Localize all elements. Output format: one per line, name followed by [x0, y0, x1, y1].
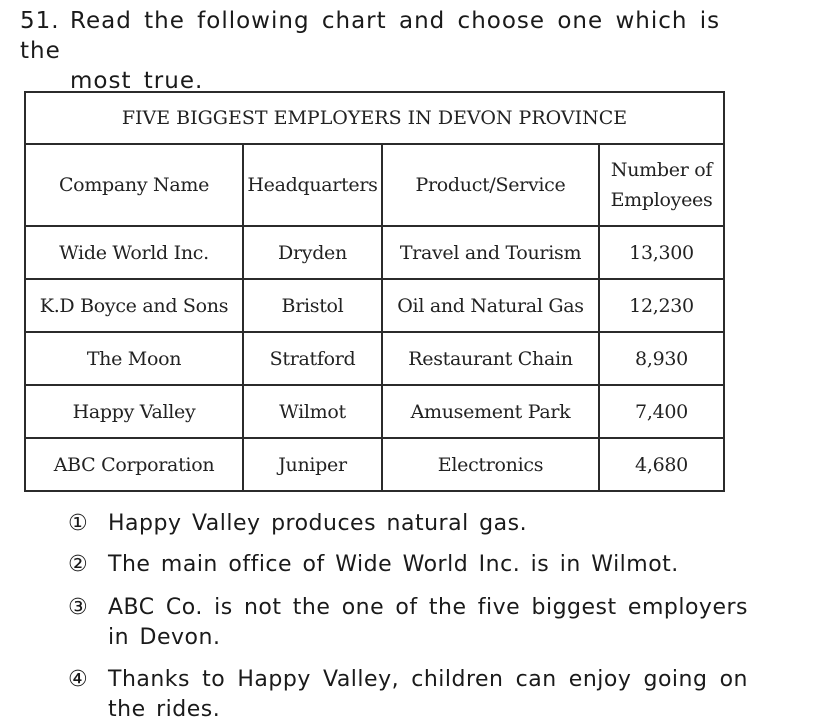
option-text: The main office of Wide World Inc. is in Wilmot.	[108, 552, 679, 577]
option-marker: ③	[68, 595, 89, 620]
cell-company: K.D Boyce and Sons	[25, 279, 243, 332]
option-text: Happy Valley produces natural gas.	[108, 511, 528, 536]
table-row	[25, 385, 724, 438]
table-header-row	[25, 144, 724, 226]
cell-product: Restaurant Chain	[382, 332, 599, 385]
cell-product: Oil and Natural Gas	[382, 279, 599, 332]
answer-option-1	[68, 509, 748, 539]
option-text: ABC Co. is not the one of the five biggest employers in Devon.	[108, 595, 748, 650]
cell-product: Amusement Park	[382, 385, 599, 438]
table-row	[25, 332, 724, 385]
cell-headquarters: Dryden	[243, 226, 382, 279]
header-employees	[599, 144, 724, 226]
option-marker: ④	[68, 667, 89, 692]
table-row	[25, 438, 724, 491]
cell-company: ABC Corporation	[25, 438, 243, 491]
cell-headquarters: Wilmot	[243, 385, 382, 438]
cell-company: The Moon	[25, 332, 243, 385]
cell-headquarters: Bristol	[243, 279, 382, 332]
employers-table	[24, 91, 725, 492]
cell-headquarters: Stratford	[243, 332, 382, 385]
question-text-line1: Read the following chart and choose one which is the	[20, 8, 721, 64]
answer-option-3	[68, 593, 748, 653]
header-product: Product/Service	[382, 144, 599, 226]
table-title-row	[25, 92, 724, 144]
cell-company: Wide World Inc.	[25, 226, 243, 279]
cell-employees: 12,230	[599, 279, 724, 332]
header-company: Company Name	[25, 144, 243, 226]
cell-company: Happy Valley	[25, 385, 243, 438]
option-text: Thanks to Happy Valley, children can enjoy going on the rides.	[108, 667, 748, 722]
cell-employees: 7,400	[599, 385, 724, 438]
table-row	[25, 279, 724, 332]
question-stem	[20, 6, 760, 96]
cell-product: Travel and Tourism	[382, 226, 599, 279]
cell-headquarters: Juniper	[243, 438, 382, 491]
answer-option-2	[68, 550, 748, 580]
cell-employees: 4,680	[599, 438, 724, 491]
option-marker: ②	[68, 552, 89, 577]
header-headquarters: Headquarters	[243, 144, 382, 226]
cell-product: Electronics	[382, 438, 599, 491]
question-text-line2: most true.	[70, 68, 204, 94]
option-marker: ①	[68, 511, 89, 536]
question-number: 51.	[20, 8, 60, 34]
header-employees-line1: Number of	[610, 159, 713, 181]
answer-option-4	[68, 665, 748, 725]
table-row	[25, 226, 724, 279]
table-title: FIVE BIGGEST EMPLOYERS IN DEVON PROVINCE	[25, 92, 724, 144]
cell-employees: 13,300	[599, 226, 724, 279]
header-employees-line2: Employees	[610, 189, 713, 211]
cell-employees: 8,930	[599, 332, 724, 385]
